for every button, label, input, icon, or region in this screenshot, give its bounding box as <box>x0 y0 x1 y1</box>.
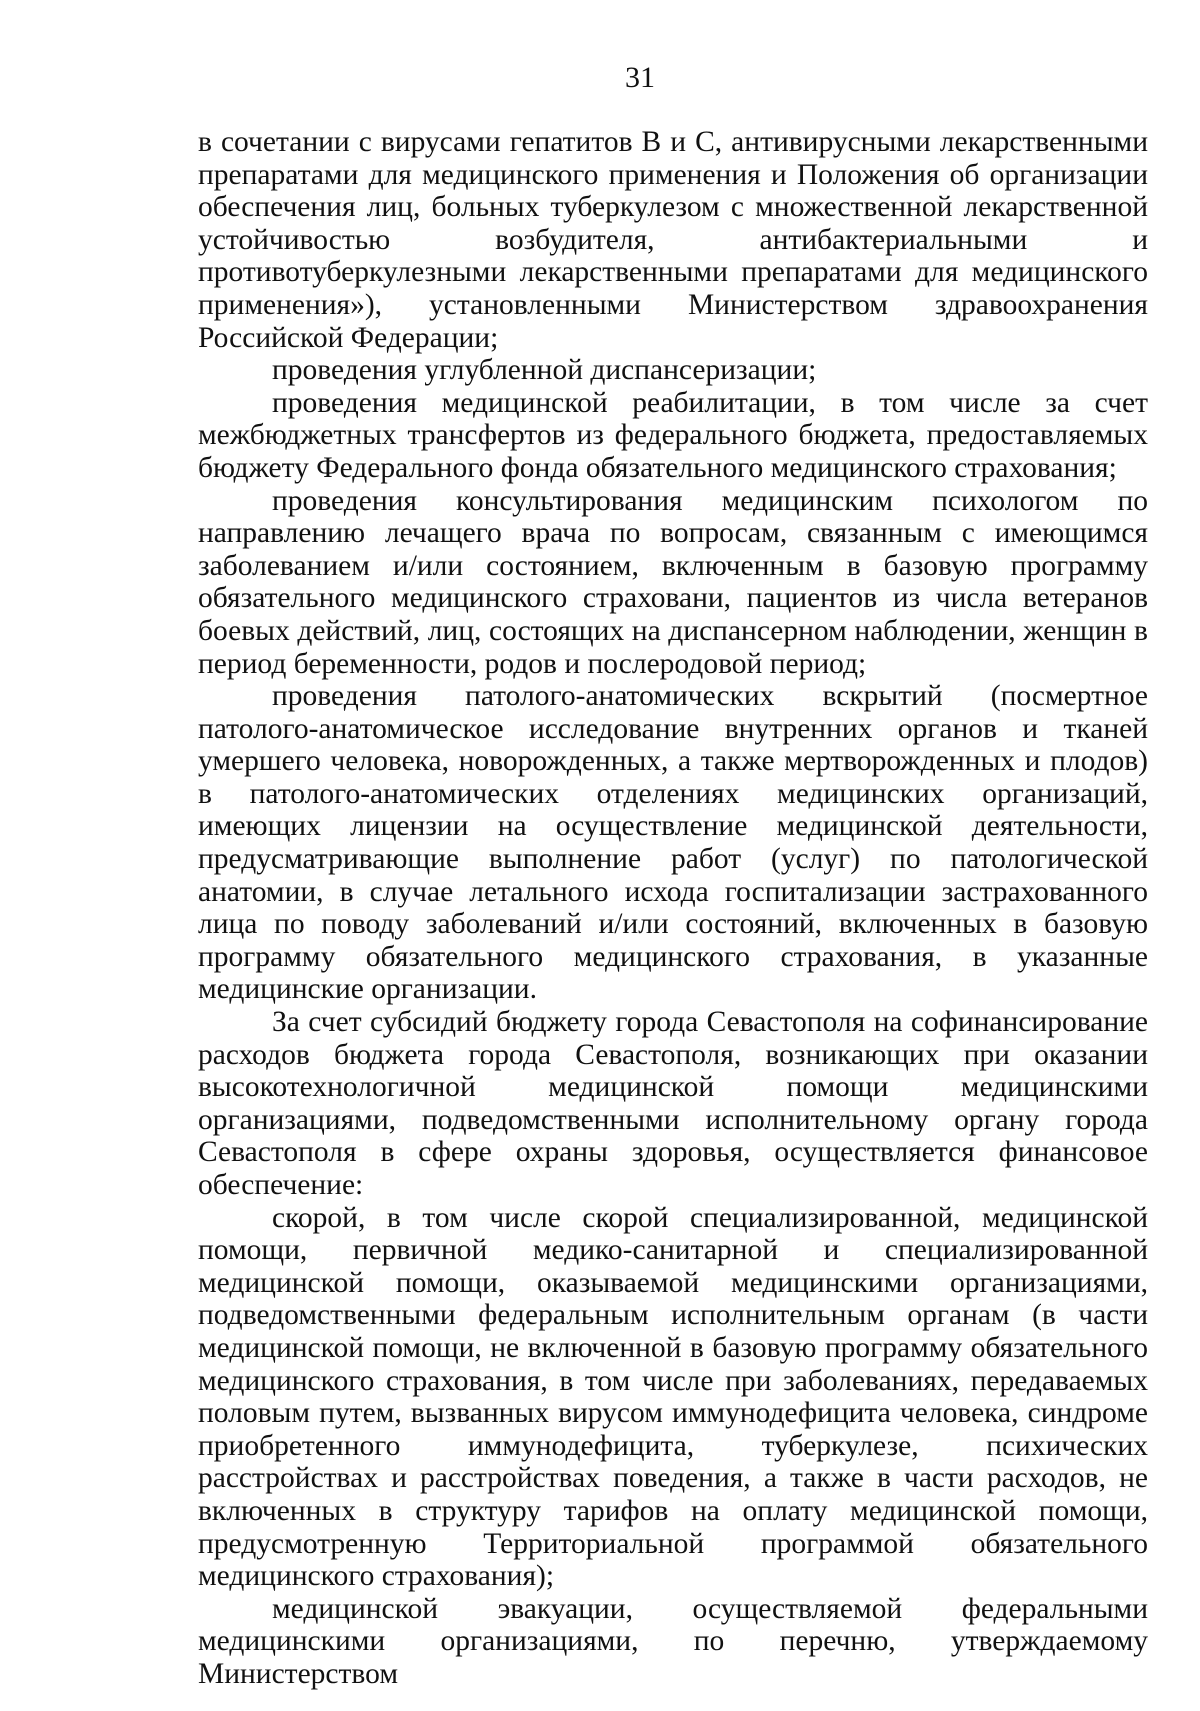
document-body <box>198 126 1148 1691</box>
paragraph: За счет субсидий бюджету города Севастополя на софинансирование расходов бюджета города Севастополя, возникающих при оказании высокотехнологичной медицинской помощи медицинскими организациями, подведомственными исполнительному органу города Севастополя в сфере охраны здоровья, осуществляется финансовое обеспечение: <box>198 1006 1148 1201</box>
paragraph: медицинской эвакуации, осуществляемой федеральными медицинскими организациями, по перечню, утверждаемому Министерством <box>198 1592 1148 1690</box>
paragraph: проведения медицинской реабилитации, в том числе за счет межбюджетных трансфертов из федерального бюджета, предоставляемых бюджету Федерального фонда обязательного медицинского страхования; <box>198 386 1148 484</box>
paragraph: скорой, в том числе скорой специализированной, медицинской помощи, первичной медико-санитарной и специализированной медицинской помощи, оказываемой медицинскими организациями, подведомственными федеральным исполнительным органам (в части медицинской помощи, не включенной в базовую программу обязательного медицинского страхования, в том числе при заболеваниях, передаваемых половым путем, вызванных вирусом иммунодефицита человека, синдроме приобретенного иммунодефицита, туберкулезе, психических расстройствах и расстройствах поведения, а также в части расходов, не включенных в структуру тарифов на оплату медицинской помощи, предусмотренную Территориальной программой обязательного медицинского страхования); <box>198 1201 1148 1593</box>
page-number: 31 <box>625 61 655 94</box>
paragraph: проведения углубленной диспансеризации; <box>272 354 817 387</box>
paragraph: проведения патолого-анатомических вскрытий (посмертное патолого-анатомическое исследование внутренних органов и тканей умершего человека, новорожденных, а также мертворожденных и плодов) в патолого-анатомических отделениях медицинских организаций, имеющих лицензии на осуществление медицинской деятельности, предусматривающие выполнение работ (услуг) по патологической анатомии, в случае летального исхода госпитализации застрахованного лица по поводу заболеваний и/или состояний, включенных в базовую программу обязательного медицинского страхования, в указанные медицинские организации. <box>198 680 1148 1006</box>
paragraph: проведения консультирования медицинским психологом по направлению лечащего врача по вопросам, связанным с имеющимся заболеванием и/или состоянием, включенным в базовую программу обязательного медицинского страховани, пациентов из числа ветеранов боевых действий, лиц, состоящих на диспансерном наблюдении, женщин в период беременности, родов и послеродовой период; <box>198 484 1148 680</box>
paragraph: в сочетании с вирусами гепатитов В и С, антивирусными лекарственными препаратами для медицинского применения и Положения об организации обеспечения лиц, больных туберкулезом с множественной лекарственной устойчивостью возбудителя, антибактериальными и противотуберкулезными лекарственными препаратами для медицинского применения»), установленными Министерством здравоохранения Российской Федерации; <box>198 126 1148 354</box>
